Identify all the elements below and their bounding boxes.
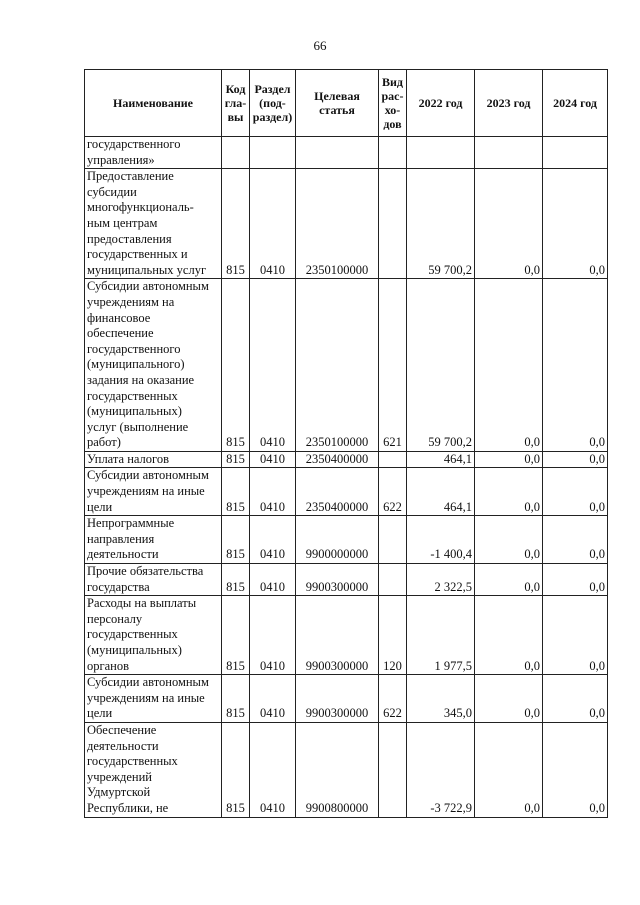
row-value-2024: 0,0 — [543, 451, 608, 468]
table-row — [85, 564, 608, 596]
table-row — [85, 451, 608, 468]
row-name-line: (муниципального) — [87, 357, 185, 372]
row-name-line: цели — [87, 706, 113, 721]
row-value-2023: 0,0 — [475, 722, 543, 817]
row-name-line: Удмуртской — [87, 785, 151, 800]
row-name — [85, 722, 222, 817]
row-value-2024: 0,0 — [543, 564, 608, 596]
row-code: 815 — [222, 516, 250, 564]
row-value-2023: 0,0 — [475, 451, 543, 468]
row-name — [85, 516, 222, 564]
row-name — [85, 169, 222, 279]
row-code: 815 — [222, 468, 250, 516]
row-target: 2350400000 — [296, 468, 379, 516]
row-section: 0410 — [250, 468, 296, 516]
row-value-2023: 0,0 — [475, 564, 543, 596]
row-name-line: многофункциональ- — [87, 200, 194, 215]
row-target: 9900300000 — [296, 596, 379, 675]
row-name-line: обеспечение — [87, 326, 154, 341]
row-name-line: цели — [87, 499, 113, 514]
row-name-line: (муниципальных) — [87, 404, 182, 419]
row-target: 9900000000 — [296, 516, 379, 564]
row-name-line: учреждениям на иные — [87, 484, 205, 499]
table-row — [85, 722, 608, 817]
row-section: 0410 — [250, 516, 296, 564]
row-name-line: ным центрам — [87, 215, 158, 230]
row-name-line: государственного — [87, 137, 181, 151]
row-code: 815 — [222, 169, 250, 279]
row-name-line: направления — [87, 531, 155, 546]
row-name-line: деятельности — [87, 547, 159, 562]
row-name-line: государственных и — [87, 247, 188, 262]
row-name-line: Субсидии автономным — [87, 675, 209, 690]
row-name-line: задания на оказание — [87, 372, 195, 387]
row-code: 815 — [222, 564, 250, 596]
row-name — [85, 564, 222, 596]
row-section: 0410 — [250, 169, 296, 279]
row-name-line: Предоставление — [87, 169, 174, 184]
row-value-2024: 0,0 — [543, 596, 608, 675]
row-name — [85, 279, 222, 452]
row-section: 0410 — [250, 279, 296, 452]
row-expense-type: 622 — [379, 468, 407, 516]
row-value-2023: 0,0 — [475, 169, 543, 279]
budget-table — [84, 69, 608, 818]
row-name-line: государственных — [87, 388, 178, 403]
row-value-2024: 0,0 — [543, 169, 608, 279]
row-value-2022: -1 400,4 — [407, 516, 475, 564]
row-value-2022: 345,0 — [407, 675, 475, 723]
row-expense-type — [379, 137, 407, 169]
row-value-2022 — [407, 137, 475, 169]
row-name-line: (муниципальных) — [87, 643, 182, 657]
header-target: Целевая статья — [296, 70, 379, 137]
row-name-line: Субсидии автономным — [87, 279, 209, 294]
row-code: 815 — [222, 279, 250, 452]
row-name-line: Субсидии автономным — [87, 468, 209, 483]
row-name-line: государственных — [87, 627, 178, 642]
row-value-2023: 0,0 — [475, 516, 543, 564]
row-name-line: учреждениям на иные — [87, 690, 205, 705]
row-target: 9900300000 — [296, 564, 379, 596]
table-row — [85, 596, 608, 675]
row-section: 0410 — [250, 564, 296, 596]
row-code: 815 — [222, 722, 250, 817]
table-row — [85, 468, 608, 516]
row-expense-type — [379, 722, 407, 817]
row-section: 0410 — [250, 451, 296, 468]
row-name-line: Прочие обязательства — [87, 564, 204, 579]
header-2023: 2023 год — [475, 70, 543, 137]
header-code: Код гла- вы — [222, 70, 250, 137]
table-row — [85, 279, 608, 452]
row-expense-type: 621 — [379, 279, 407, 452]
table-row — [85, 675, 608, 723]
row-name — [85, 468, 222, 516]
row-name-line: деятельности — [87, 738, 159, 753]
row-name-line: государства — [87, 579, 150, 594]
row-code: 815 — [222, 675, 250, 723]
row-value-2023: 0,0 — [475, 468, 543, 516]
row-value-2024: 0,0 — [543, 468, 608, 516]
row-name-line: предоставления — [87, 231, 172, 246]
row-value-2023: 0,0 — [475, 279, 543, 452]
row-name-line: работ) — [87, 435, 121, 450]
row-name-line: Непрограммные — [87, 516, 175, 531]
row-expense-type — [379, 451, 407, 468]
row-target: 9900800000 — [296, 722, 379, 817]
row-target: 2350100000 — [296, 169, 379, 279]
row-name-line: Расходы на выплаты — [87, 596, 197, 611]
row-name — [85, 596, 222, 675]
row-name-line: органов — [87, 658, 130, 673]
row-section — [250, 137, 296, 169]
row-target — [296, 137, 379, 169]
row-value-2022: 464,1 — [407, 468, 475, 516]
row-name-line: персоналу — [87, 611, 143, 626]
row-value-2024 — [543, 137, 608, 169]
row-value-2023: 0,0 — [475, 596, 543, 675]
row-name-line: управления» — [87, 152, 155, 167]
row-code — [222, 137, 250, 169]
row-name-line: финансовое — [87, 310, 151, 325]
row-expense-type — [379, 169, 407, 279]
row-expense-type: 120 — [379, 596, 407, 675]
row-name-line: субсидии — [87, 184, 137, 199]
row-target: 9900300000 — [296, 675, 379, 723]
row-name — [85, 137, 222, 169]
row-value-2023 — [475, 137, 543, 169]
row-value-2024: 0,0 — [543, 279, 608, 452]
row-value-2022: 464,1 — [407, 451, 475, 468]
row-expense-type: 622 — [379, 675, 407, 723]
row-value-2022: 59 700,2 — [407, 279, 475, 452]
row-name-line: учреждениям на — [87, 294, 175, 309]
row-name-line: учреждений — [87, 769, 152, 784]
row-name-line: Обеспечение — [87, 722, 157, 737]
row-section: 0410 — [250, 596, 296, 675]
header-2024: 2024 год — [543, 70, 608, 137]
table-row — [85, 169, 608, 279]
row-section: 0410 — [250, 722, 296, 817]
header-section: Раздел (под- раздел) — [250, 70, 296, 137]
row-name — [85, 675, 222, 723]
row-expense-type — [379, 516, 407, 564]
header-expense-type: Вид рас- хо- дов — [379, 70, 407, 137]
row-code: 815 — [222, 596, 250, 675]
row-name — [85, 451, 222, 468]
row-name-line: государственных — [87, 754, 178, 769]
table-body — [85, 137, 608, 818]
header-row — [85, 70, 608, 137]
row-value-2022: 59 700,2 — [407, 169, 475, 279]
row-value-2022: 2 322,5 — [407, 564, 475, 596]
row-value-2022: 1 977,5 — [407, 596, 475, 675]
row-code: 815 — [222, 451, 250, 468]
table-row — [85, 137, 608, 169]
row-name-line: услуг (выполнение — [87, 419, 189, 434]
row-value-2022: -3 722,9 — [407, 722, 475, 817]
row-section: 0410 — [250, 675, 296, 723]
header-2022: 2022 год — [407, 70, 475, 137]
row-value-2024: 0,0 — [543, 722, 608, 817]
row-name-line: государственного — [87, 341, 181, 356]
row-target: 2350400000 — [296, 451, 379, 468]
row-value-2024: 0,0 — [543, 516, 608, 564]
row-name-line: Республики, не — [87, 800, 169, 815]
page-number: 66 — [313, 38, 327, 53]
row-target: 2350100000 — [296, 279, 379, 452]
row-expense-type — [379, 564, 407, 596]
header-name: Наименование — [85, 70, 222, 137]
row-name-line: Уплата налогов — [87, 451, 169, 466]
row-value-2024: 0,0 — [543, 675, 608, 723]
table-row — [85, 516, 608, 564]
row-name-line: муниципальных услуг — [87, 262, 207, 277]
row-value-2023: 0,0 — [475, 675, 543, 723]
